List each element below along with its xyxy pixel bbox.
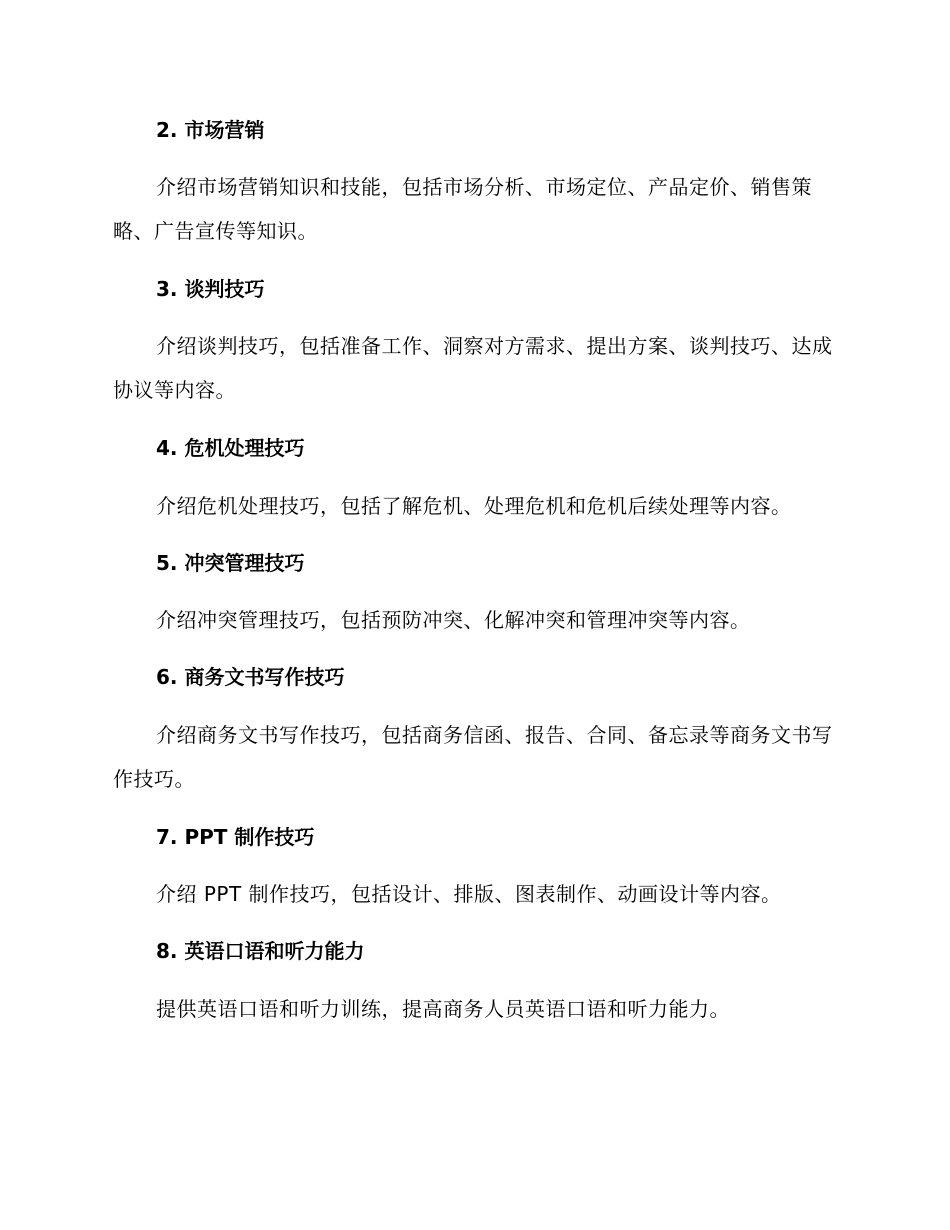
section-text-marketing: 介绍市场营销知识和技能，包括市场分析、市场定位、产品定价、销售策略、广告宣传等知识。 bbox=[113, 175, 812, 243]
section-heading-business-writing: 6. 商务文书写作技巧 bbox=[156, 665, 345, 689]
section-heading-crisis: 4. 危机处理技巧 bbox=[156, 436, 305, 460]
section-text-english: 提供英语口语和听力训练，提高商务人员英语口语和听力能力。 bbox=[156, 997, 730, 1021]
section-text-negotiation: 介绍谈判技巧，包括准备工作、洞察对方需求、提出方案、谈判技巧、达成协议等内容。 bbox=[113, 334, 833, 402]
section-text-conflict: 介绍冲突管理技巧，包括预防冲突、化解冲突和管理冲突等内容。 bbox=[156, 608, 751, 632]
section-heading-conflict: 5. 冲突管理技巧 bbox=[156, 551, 305, 575]
section-heading-negotiation: 3. 谈判技巧 bbox=[156, 277, 265, 301]
section-heading-ppt: 7. PPT 制作技巧 bbox=[156, 825, 315, 849]
section-text-business-writing: 介绍商务文书写作技巧，包括商务信函、报告、合同、备忘录等商务文书写作技巧。 bbox=[113, 723, 833, 791]
section-heading-marketing: 2. 市场营销 bbox=[156, 118, 265, 142]
section-text-ppt: 介绍 PPT 制作技巧，包括设计、排版、图表制作、动画设计等内容。 bbox=[156, 882, 782, 906]
section-heading-english: 8. 英语口语和听力能力 bbox=[156, 939, 365, 963]
section-text-crisis: 介绍危机处理技巧，包括了解危机、处理危机和危机后续处理等内容。 bbox=[156, 494, 792, 518]
